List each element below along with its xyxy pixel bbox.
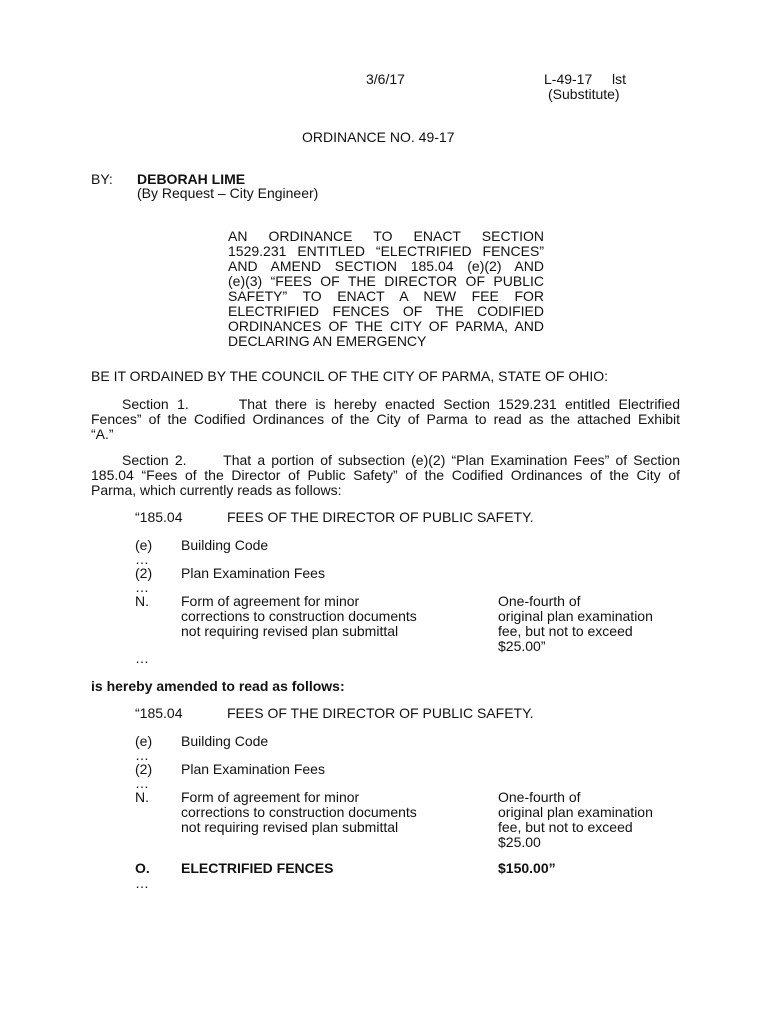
caption-line: AN ORDINANCE TO ENACT SECTION: [228, 228, 544, 244]
amended-e-label: (e): [135, 733, 153, 749]
current-n-fee: [498, 594, 653, 654]
substitute-label: (Substitute): [548, 86, 620, 102]
description-line: corrections to construction documents: [181, 608, 417, 624]
caption-line: ORDINANCES OF THE CITY OF PARMA, AND: [228, 318, 544, 334]
ellipsis: …: [135, 747, 149, 763]
caption-line: AND AMEND SECTION 185.04 (e)(2) AND: [228, 258, 544, 274]
fee-line: $25.00”: [498, 638, 546, 654]
caption-line: SAFETY” TO ENACT A NEW FEE FOR: [228, 288, 544, 304]
description-line: Form of agreement for minor: [181, 593, 360, 609]
sponsor-name: DEBORAH LIME: [137, 171, 246, 187]
current-e-text: Building Code: [181, 537, 269, 553]
fee-line: $25.00: [498, 834, 541, 850]
description-line: corrections to construction documents: [181, 804, 417, 820]
ordinance-caption: [228, 229, 544, 349]
caption-line: ELECTRIFIED FENCES OF THE CODIFIED: [228, 303, 544, 319]
section-1-line: “A.”: [91, 426, 114, 442]
amended-heading: is hereby amended to read as follows:: [91, 678, 345, 694]
reference-code: L-49-17: [544, 71, 593, 87]
ellipsis: …: [135, 775, 149, 791]
description-line: Form of agreement for minor: [181, 789, 360, 805]
document-date: 3/6/17: [366, 71, 405, 87]
fee-line: fee, but not to exceed: [498, 623, 633, 639]
current-e-label: (e): [135, 537, 153, 553]
current-2-label: (2): [135, 565, 153, 581]
enacting-clause: BE IT ORDAINED BY THE COUNCIL OF THE CITY OF PARMA, STATE OF OHIO:: [91, 368, 609, 384]
amended-n-description: [181, 790, 417, 835]
section-2-line: Section 2. That a portion of subsection (e)(2) “Plan Examination Fees” of Section: [122, 452, 680, 468]
current-2-text: Plan Examination Fees: [181, 565, 325, 581]
section-2-line: 185.04 “Fees of the Director of Public Safety” of the Codified Ordinances of the City of: [91, 467, 680, 483]
description-line: not requiring revised plan submittal: [181, 819, 399, 835]
description-line: not requiring revised plan submittal: [181, 623, 399, 639]
fee-line: original plan examination: [498, 608, 653, 624]
ellipsis: …: [135, 551, 149, 567]
fee-line: One-fourth of: [498, 789, 581, 805]
ellipsis: …: [135, 650, 149, 666]
amended-e-text: Building Code: [181, 733, 269, 749]
current-n-label: N.: [135, 593, 149, 609]
caption-line: DECLARING AN EMERGENCY: [228, 333, 427, 349]
by-label: BY:: [91, 171, 113, 187]
caption-line: (e)(3) “FEES OF THE DIRECTOR OF PUBLIC: [228, 273, 544, 289]
reference-status: lst: [612, 71, 626, 87]
amended-section-number: “185.04: [135, 705, 183, 721]
amended-o-fee: $150.00”: [498, 860, 556, 876]
caption-line: 1529.231 ENTITLED “ELECTRIFIED FENCES”: [228, 243, 544, 259]
current-section-title: FEES OF THE DIRECTOR OF PUBLIC SAFETY.: [227, 509, 534, 525]
ordinance-title: ORDINANCE NO. 49-17: [302, 129, 455, 145]
fee-line: fee, but not to exceed: [498, 819, 633, 835]
section-2-line: Parma, which currently reads as follows:: [91, 482, 342, 498]
current-n-description: [181, 594, 417, 639]
amended-2-text: Plan Examination Fees: [181, 761, 325, 777]
section-1-line: Fences” of the Codified Ordinances of the City of Parma to read as the attached Exhibit: [91, 411, 680, 427]
fee-line: One-fourth of: [498, 593, 581, 609]
amended-o-label: O.: [135, 860, 150, 876]
current-section-number: “185.04: [135, 509, 183, 525]
fee-line: original plan examination: [498, 804, 653, 820]
amended-n-label: N.: [135, 789, 149, 805]
amended-n-fee: [498, 790, 653, 850]
ellipsis: …: [135, 579, 149, 595]
amended-section-title: FEES OF THE DIRECTOR OF PUBLIC SAFETY.: [227, 705, 534, 721]
amended-o-text: ELECTRIFIED FENCES: [181, 860, 334, 876]
ellipsis: …: [135, 875, 149, 891]
section-2: [91, 453, 680, 498]
section-1-line: Section 1. That there is hereby enacted Section 1529.231 entitled Electrified: [122, 396, 680, 412]
amended-2-label: (2): [135, 761, 153, 777]
section-1: [91, 397, 680, 442]
sponsor-request: (By Request – City Engineer): [137, 185, 319, 201]
